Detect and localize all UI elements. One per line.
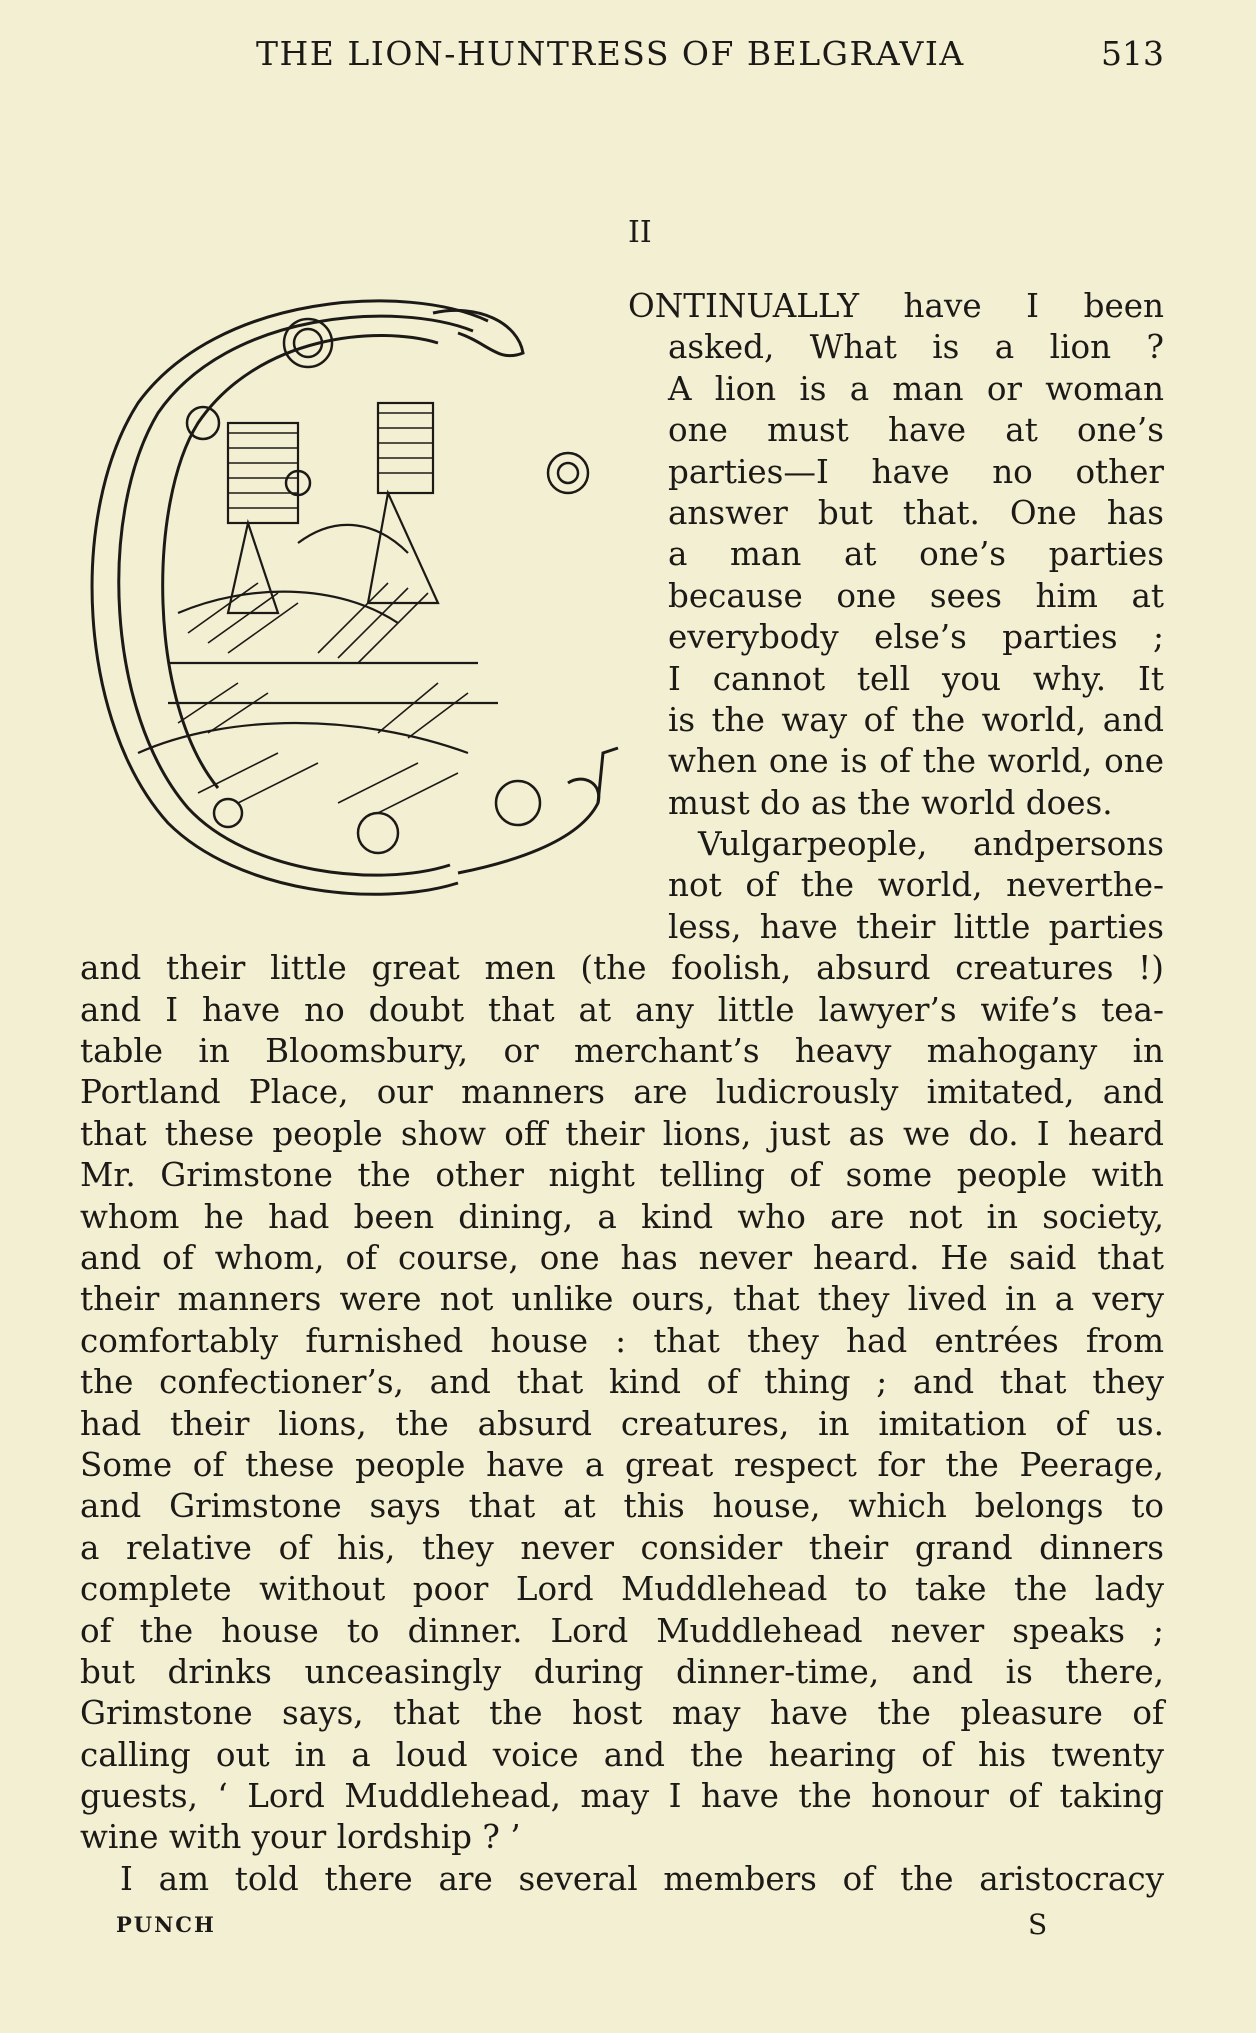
page-number: 513 [1101,34,1164,73]
text-line: had their lions, the absurd creatures, in imitation of us. [80,1404,1164,1443]
text-line: must do as the world does. [668,783,1113,822]
text-line: Grimstone says, that the host may have the pleasure of [80,1694,1164,1733]
text-line: when one is of the world, one [668,742,1164,781]
text-line: comfortably furnished house : that they had entrées from [80,1321,1164,1360]
text-line: a man at one’s parties [668,535,1164,574]
text-line: A lion is a man or woman [668,369,1164,408]
text-line: Mr. Grimstone the other night telling of some people with [80,1156,1164,1195]
text-line: not of the world, neverthe- [668,866,1164,905]
text-line: Some of these people have a great respect for the Peerage, [80,1445,1164,1484]
text-line: of the house to dinner. Lord Muddlehead never speaks ; [80,1611,1164,1650]
body-text [80,286,1164,1900]
text-line: and Grimstone says that at this house, which belongs to [80,1487,1164,1526]
text-line: is the way of the world, and [668,700,1164,739]
text-line: I am told there are several members of the aristocracy [120,1859,1164,1898]
text-line: but drinks unceasingly during dinner-time, and is there, [80,1652,1164,1691]
text-line: calling out in a loud voice and the hearing of his twenty [80,1735,1164,1774]
text-line: guests, ‘ Lord Muddlehead, may I have the honour of taking [80,1777,1164,1816]
text-line: everybody else’s parties ; [668,618,1164,657]
text-line: because one sees him at [668,576,1164,615]
signature-text: PUNCH [116,1912,216,1937]
text-line: wine with your lordship ? ’ [80,1818,521,1857]
text-line: and their little great men (the foolish, absurd creatures !) [80,949,1164,988]
text-line: and I have no doubt that at any little lawyer’s wife’s tea- [80,990,1164,1029]
text-line: their manners were not unlike ours, that they lived in a very [80,1280,1164,1319]
text-line: Portland Place, our manners are ludicrously imitated, and [80,1073,1164,1112]
text-line: the confectioner’s, and that kind of thing ; and that they [80,1363,1164,1402]
text-line: table in Bloomsbury, or merchant’s heavy mahogany in [80,1032,1164,1071]
text-line: ONTINUALLY have I been [628,287,1164,325]
text-line: asked, What is a lion ? [668,328,1164,367]
text-line: answer but that. One has [668,493,1164,532]
chapter-number: II [628,215,652,250]
text-line: less, have their little parties [668,907,1164,946]
text-line: Vulgarpeople, andpersons [698,825,1164,864]
running-title: THE LION-HUNTRESS OF BELGRAVIA [256,34,965,73]
text-line: whom he had been dining, a kind who are not in society, [80,1197,1164,1236]
text-line: a relative of his, they never consider their grand dinners [80,1528,1164,1567]
running-head [0,34,1256,78]
signature-mark: S [1028,1908,1048,1941]
text-line: complete without poor Lord Muddlehead to take the lady [80,1570,1164,1609]
text-line: parties—I have no other [668,452,1164,491]
text-line: that these people show off their lions, just as we do. I heard [80,1114,1164,1153]
page-footer [0,1908,1256,1948]
text-line: I cannot tell you why. It [668,659,1164,698]
text-line: one must have at one’s [668,411,1164,450]
text-line: and of whom, of course, one has never heard. He said that [80,1238,1164,1277]
